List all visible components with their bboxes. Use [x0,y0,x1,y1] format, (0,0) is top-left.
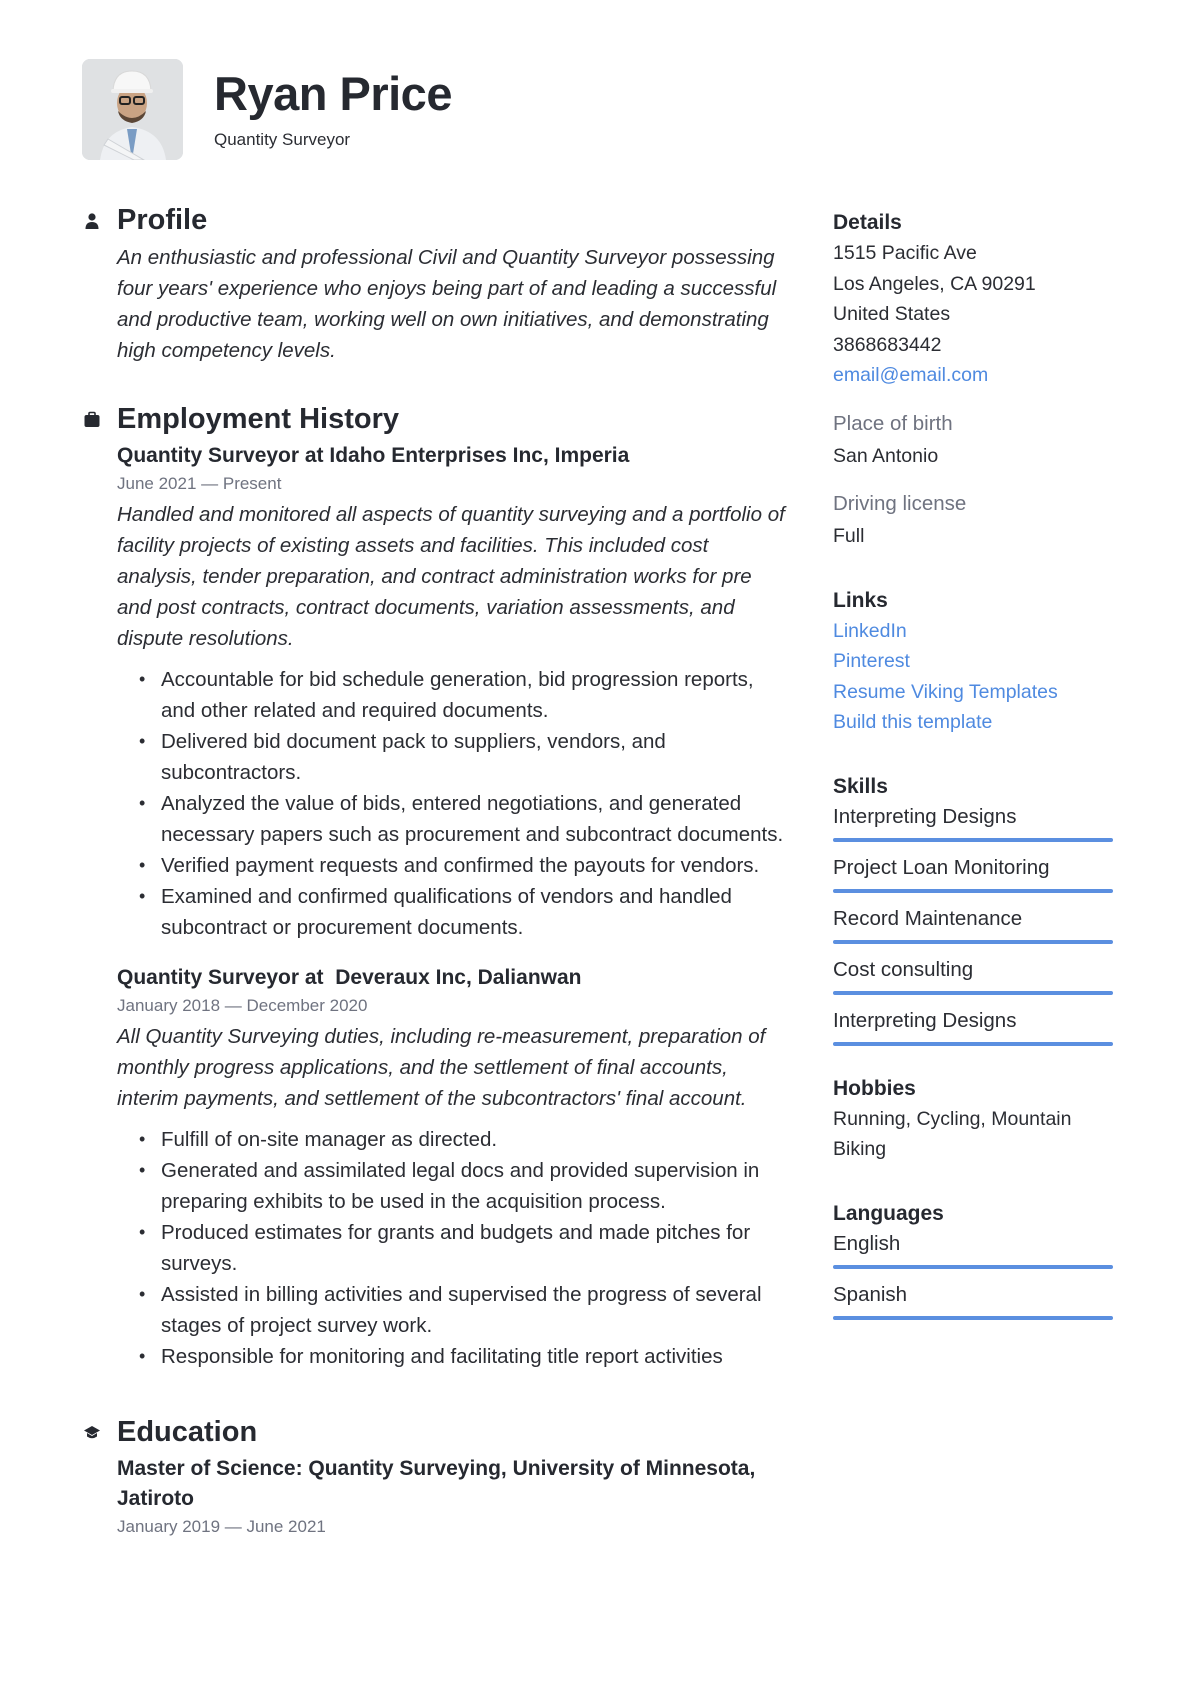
skill-item [833,1006,1113,1046]
job-entry [117,963,787,1372]
job-dates: June 2021 — Present [117,474,282,493]
language-name: Spanish [833,1282,908,1306]
skill-item [833,853,1113,893]
language-name: English [833,1231,901,1255]
hobbies-text: Running, Cycling, Mountain Biking [833,1107,1072,1160]
graduation-cap-icon [83,1424,101,1442]
candidate-name: Ryan Price [214,67,452,120]
links-heading: Links [833,588,888,612]
skill-level-bar [833,1042,1113,1046]
skill-level-bar [833,838,1113,842]
address-line-1: 1515 Pacific Ave [833,242,977,264]
skill-name: Cost consulting [833,957,974,981]
build-this-template-link[interactable]: Build this template [833,711,993,733]
profile-photo [82,59,183,160]
job-bullet: • Assisted in billing activities and supervised the progress of several stages of project survey work. [161,1279,787,1341]
skill-item [833,802,1113,842]
language-item [833,1229,1113,1269]
country: United States [833,303,951,325]
resume-viking-templates-link[interactable]: Resume Viking Templates [833,680,1058,703]
place-of-birth-label: Place of birth [833,411,953,435]
skill-name: Record Maintenance [833,906,1023,930]
education-title: Master of Science: Quantity Surveying, University of Minnesota, Jatiroto [117,1457,756,1510]
job-summary: All Quantity Surveying duties, including re-measurement, preparation of monthly progress applications, and the settlement of final accounts, interim payments, and settlement of the subcontractors' final account. [117,1025,766,1110]
pinterest-link[interactable]: Pinterest [833,650,910,672]
main-column [117,200,787,1542]
job-bullet: • Analyzed the value of bids, entered negotiations, and generated necessary papers such as procurement and subcontract documents. [161,788,787,850]
skill-level-bar [833,940,1113,944]
skills-heading: Skills [833,774,888,798]
language-level-bar [833,1316,1113,1320]
driving-license-label: Driving license [833,492,967,515]
hobbies-heading: Hobbies [833,1076,916,1100]
employment-heading-text: Employment History [117,403,399,435]
education-entry [117,1454,787,1540]
skill-level-bar [833,889,1113,893]
languages-heading: Languages [833,1201,944,1225]
person-icon [83,212,101,230]
job-bullet: • Fulfill of on-site manager as directed. [161,1124,787,1155]
languages-section [833,1199,1113,1320]
address-line-2: Los Angeles, CA 90291 [833,272,1036,295]
job-bullet: • Examined and confirmed qualifications of vendors and handled subcontract or procurement documents. [161,881,787,943]
language-level-bar [833,1265,1113,1269]
person-photo-icon [82,59,183,160]
details-section [833,208,1113,552]
skill-name: Interpreting Designs [833,1008,1017,1032]
education-heading-text: Education [117,1416,258,1448]
job-bullet: • Responsible for monitoring and facilitating title report activities [161,1341,787,1372]
job-bullet: • Produced estimates for grants and budgets and made pitches for surveys. [161,1217,787,1279]
education-dates: January 2019 — June 2021 [117,1517,326,1536]
education-heading [117,1412,787,1452]
employment-section [117,399,787,1372]
skill-level-bar [833,991,1113,995]
job-dates: January 2018 — December 2020 [117,996,368,1015]
employment-heading [117,399,787,439]
job-title: Quantity Surveyor at Idaho Enterprises Inc, Imperia [117,444,630,467]
job-bullet: • Generated and assimilated legal docs and provided supervision in preparing exhibits to be used in the acquisition process. [161,1155,787,1217]
email-link[interactable]: email@email.com [833,364,989,386]
details-heading: Details [833,211,902,234]
job-bullets [117,664,787,943]
linkedin-link[interactable]: LinkedIn [833,619,907,642]
profile-section [117,200,787,366]
links-section [833,586,1113,738]
candidate-job-title: Quantity Surveyor [214,130,351,149]
skill-name: Project Loan Monitoring [833,855,1050,879]
job-bullet: • Delivered bid document pack to suppliers, vendors, and subcontractors. [161,726,787,788]
driving-license: Full [833,525,865,547]
hobbies-section [833,1074,1113,1165]
job-bullets [117,1124,787,1372]
place-of-birth: San Antonio [833,444,939,467]
profile-heading [117,200,787,240]
skill-name: Interpreting Designs [833,804,1017,828]
job-title: Quantity Surveyor at Deveraux Inc, Dalianwan [117,966,582,989]
profile-heading-text: Profile [117,204,208,236]
briefcase-icon [83,411,101,429]
skill-item [833,955,1113,995]
language-item [833,1280,1113,1320]
job-bullet: • Verified payment requests and confirmed the payouts for vendors. [161,850,787,881]
phone: 3868683442 [833,333,942,356]
education-section [117,1412,787,1540]
skill-item [833,904,1113,944]
job-entry [117,441,787,943]
profile-summary: An enthusiastic and professional Civil and Quantity Surveyor possessing four years' experience who enjoys being part of and leading a successful and productive team, working well on own initiatives, and demonstrating high competency levels. [117,246,777,362]
job-bullet: • Accountable for bid schedule generation, bid progression reports, and other related and required documents. [161,664,787,726]
skills-section [833,772,1113,1046]
sidebar [833,208,1113,1331]
job-summary: Handled and monitored all aspects of quantity surveying and a portfolio of facility projects of existing assets and facilities. This included cost analysis, tender preparation, and contract administration works for pre and post contracts, contract documents, variation assessments, and dispute resolutions. [117,503,785,650]
